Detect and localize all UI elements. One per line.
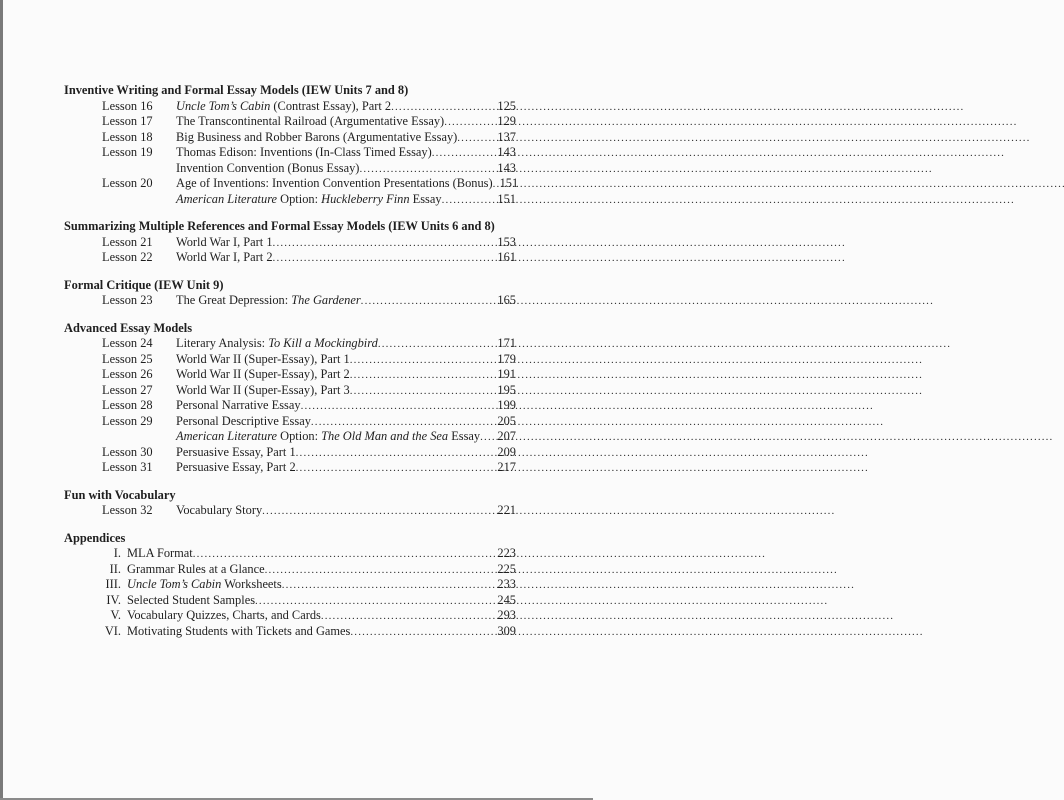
dot-leader bbox=[296, 461, 497, 477]
page-number: 199 bbox=[497, 398, 516, 412]
entry-title-part: Vocabulary Quizzes, Charts, and Cards bbox=[127, 608, 321, 622]
table-of-contents bbox=[64, 83, 519, 651]
lesson-number: Lesson 18 bbox=[102, 129, 153, 144]
section-title: Appendices bbox=[64, 530, 126, 545]
toc-entry bbox=[64, 192, 516, 208]
lesson-number: Lesson 17 bbox=[102, 114, 153, 128]
entry-title bbox=[176, 114, 444, 130]
entry-title-part: Option: bbox=[277, 429, 322, 443]
page-number: 143 bbox=[497, 145, 516, 159]
toc-section bbox=[64, 219, 516, 266]
dot-leader bbox=[350, 368, 497, 384]
toc-entry bbox=[64, 145, 516, 161]
section-title: Fun with Vocabulary bbox=[64, 487, 176, 502]
dot-leader bbox=[273, 236, 497, 252]
lesson-number: Lesson 21 bbox=[102, 234, 153, 249]
page-number: 293 bbox=[497, 608, 516, 622]
lesson-number: Lesson 28 bbox=[102, 398, 153, 412]
dot-leader bbox=[359, 162, 496, 178]
lesson-number: Lesson 30 bbox=[102, 444, 153, 459]
dot-leader bbox=[391, 100, 496, 116]
lesson-number: Lesson 24 bbox=[102, 336, 153, 350]
entry-title-part: Personal Narrative Essay bbox=[176, 398, 301, 412]
section-title: Inventive Writing and Formal Essay Models (IEW Units 7 and 8) bbox=[64, 83, 409, 97]
toc-section bbox=[64, 83, 519, 207]
entry-title bbox=[176, 429, 480, 445]
entry-title-part: Essay bbox=[448, 429, 481, 443]
toc-entry bbox=[64, 176, 519, 192]
lesson-number: Lesson 22 bbox=[102, 250, 153, 264]
page-number: 179 bbox=[497, 351, 516, 366]
dot-leader bbox=[321, 609, 497, 625]
entry-title-part: Persuasive Essay, Part 2 bbox=[176, 460, 296, 474]
entry-title bbox=[176, 293, 361, 309]
entry-title-part: The Great Depression: bbox=[176, 293, 292, 307]
entry-title bbox=[127, 608, 321, 624]
page-number: 225 bbox=[497, 561, 516, 576]
toc-entry bbox=[64, 546, 516, 562]
toc-entry bbox=[64, 293, 516, 309]
entry-title-part: Grammar Rules at a Glance bbox=[127, 561, 265, 576]
dot-leader bbox=[350, 384, 497, 400]
dot-leader bbox=[350, 625, 496, 641]
page-number: 153 bbox=[497, 234, 516, 249]
page-number: 125 bbox=[497, 98, 516, 113]
toc-entry bbox=[64, 250, 516, 266]
toc-entry bbox=[64, 99, 516, 115]
dot-leader bbox=[444, 115, 496, 131]
toc-entry bbox=[64, 414, 516, 430]
dot-leader bbox=[301, 399, 497, 415]
section-title: Summarizing Multiple References and Formal Essay Models (IEW Units 6 and 8) bbox=[64, 219, 495, 233]
entry-title bbox=[176, 460, 296, 476]
entry-title-part: Invention Convention (Bonus Essay) bbox=[176, 160, 360, 175]
entry-title-italic-part: American Literature bbox=[176, 191, 278, 206]
page-number: 209 bbox=[497, 444, 516, 459]
lesson-number: Lesson 16 bbox=[102, 98, 153, 113]
entry-title-italic-part: Uncle Tom’s Cabin bbox=[176, 98, 271, 113]
entry-title bbox=[127, 546, 193, 562]
dot-leader bbox=[273, 251, 497, 267]
page-number: 309 bbox=[497, 623, 516, 638]
entry-title-part: World War I, Part 2 bbox=[176, 250, 273, 264]
page-number: 221 bbox=[497, 503, 516, 517]
entry-title bbox=[176, 99, 391, 115]
appendix-number: II. bbox=[109, 561, 121, 576]
toc-entry bbox=[64, 161, 516, 177]
dot-leader bbox=[265, 563, 497, 579]
toc-section bbox=[64, 278, 516, 309]
entry-title-part: Big Business and Robber Barons (Argumentative Essay) bbox=[176, 129, 458, 144]
page-number: 165 bbox=[497, 293, 516, 307]
toc-entry bbox=[64, 336, 516, 352]
lesson-number: Lesson 25 bbox=[102, 351, 153, 366]
page-number: 161 bbox=[497, 250, 516, 264]
toc-section bbox=[64, 531, 516, 640]
toc-entry bbox=[64, 352, 516, 368]
entry-title-italic-part: American Literature bbox=[176, 429, 278, 443]
dot-leader bbox=[193, 547, 497, 563]
page-number: 129 bbox=[497, 114, 516, 128]
entry-title bbox=[176, 235, 273, 251]
page-number: 245 bbox=[497, 592, 516, 607]
dot-leader bbox=[311, 415, 497, 431]
toc-entry bbox=[64, 562, 516, 578]
entry-title bbox=[176, 414, 311, 430]
toc-entry bbox=[64, 235, 516, 251]
page-number: 195 bbox=[497, 382, 516, 397]
entry-title bbox=[176, 398, 301, 414]
entry-title bbox=[176, 161, 359, 177]
lesson-number: Lesson 20 bbox=[102, 176, 153, 190]
entry-title-part: Personal Descriptive Essay bbox=[176, 413, 311, 428]
toc-entry bbox=[64, 383, 516, 399]
entry-title-italic-part: Uncle Tom’s Cabin bbox=[127, 577, 222, 591]
toc-entry bbox=[64, 608, 516, 624]
entry-title-part: World War II (Super-Essay), Part 3 bbox=[176, 382, 350, 397]
entry-title-part: Essay bbox=[409, 191, 442, 206]
entry-title-italic-part: The Old Man and the Sea bbox=[321, 429, 449, 443]
entry-title bbox=[127, 577, 282, 593]
appendix-number: I. bbox=[113, 546, 121, 560]
toc-entry bbox=[64, 593, 516, 609]
toc-section bbox=[64, 488, 516, 519]
dot-leader bbox=[457, 131, 496, 147]
entry-title-part: World War I, Part 1 bbox=[176, 234, 273, 249]
entry-title bbox=[176, 383, 350, 399]
entry-title-part: Persuasive Essay, Part 1 bbox=[176, 444, 296, 459]
toc-entry bbox=[64, 460, 516, 476]
page-number: 223 bbox=[497, 546, 516, 560]
page-number: 143 bbox=[497, 160, 516, 175]
entry-title-part: Literary Analysis: bbox=[176, 336, 269, 350]
entry-title bbox=[176, 336, 378, 352]
page-number: 151 bbox=[499, 176, 519, 190]
entry-title bbox=[127, 624, 350, 640]
entry-title bbox=[176, 503, 262, 519]
dot-leader bbox=[296, 446, 497, 462]
toc-entry bbox=[64, 130, 516, 146]
appendix-number: III. bbox=[105, 577, 121, 591]
toc-entry bbox=[64, 367, 516, 383]
lesson-number: Lesson 19 bbox=[102, 145, 153, 159]
entry-title-part: Motivating Students with Tickets and Games bbox=[127, 623, 351, 638]
entry-title bbox=[176, 145, 432, 161]
lesson-number: Lesson 26 bbox=[102, 367, 153, 381]
entry-title-part: The Transcontinental Railroad (Argumentative Essay) bbox=[176, 114, 445, 128]
page-number: 191 bbox=[497, 367, 516, 381]
entry-title bbox=[176, 352, 350, 368]
page-number: 217 bbox=[497, 460, 516, 474]
lesson-number: Lesson 27 bbox=[102, 382, 153, 397]
dot-leader bbox=[442, 193, 497, 209]
page-number: 233 bbox=[497, 577, 516, 591]
dot-leader bbox=[432, 146, 497, 162]
entry-title-part: Option: bbox=[277, 191, 322, 206]
section-title: Advanced Essay Models bbox=[64, 320, 193, 335]
section-title: Formal Critique (IEW Unit 9) bbox=[64, 277, 224, 292]
entry-title bbox=[176, 176, 493, 192]
dot-leader bbox=[350, 353, 497, 369]
entry-title bbox=[176, 367, 350, 383]
page-number: 137 bbox=[497, 129, 516, 144]
entry-title-italic-part: The Gardener bbox=[291, 293, 361, 307]
entry-title-part: Worksheets bbox=[221, 577, 282, 591]
dot-leader bbox=[255, 594, 496, 610]
dot-leader bbox=[262, 504, 496, 520]
entry-title bbox=[176, 130, 457, 146]
entry-title-part: Thomas Edison: Inventions (In-Class Timed Essay) bbox=[176, 145, 432, 159]
dot-leader bbox=[361, 294, 497, 310]
appendix-number: V. bbox=[110, 608, 121, 622]
entry-title-part: Vocabulary Story bbox=[176, 503, 263, 517]
appendix-number: IV. bbox=[106, 592, 121, 607]
toc-entry bbox=[64, 577, 516, 593]
toc-entry bbox=[64, 429, 516, 445]
toc-entry bbox=[64, 624, 516, 640]
lesson-number: Lesson 23 bbox=[102, 293, 153, 307]
page-number: 151 bbox=[497, 191, 516, 206]
appendix-number: VI. bbox=[104, 623, 121, 638]
page-number: 205 bbox=[497, 413, 516, 428]
entry-title-part: World War II (Super-Essay), Part 2 bbox=[176, 367, 350, 381]
lesson-number: Lesson 31 bbox=[102, 460, 153, 474]
entry-title-part: World War II (Super-Essay), Part 1 bbox=[176, 351, 350, 366]
entry-title-italic-part: To Kill a Mockingbird bbox=[268, 336, 378, 350]
page-edge bbox=[0, 0, 3, 800]
lesson-number: Lesson 29 bbox=[102, 413, 153, 428]
toc-entry bbox=[64, 445, 516, 461]
dot-leader bbox=[378, 337, 497, 353]
entry-title bbox=[127, 593, 255, 609]
dot-leader bbox=[480, 430, 496, 446]
entry-title-part: Age of Inventions: Invention Convention Presentations (Bonus) bbox=[176, 176, 493, 190]
dot-leader bbox=[282, 578, 497, 594]
toc-entry bbox=[64, 114, 516, 130]
entry-title-part: MLA Format bbox=[127, 546, 193, 560]
lesson-number: Lesson 32 bbox=[102, 503, 153, 517]
entry-title-italic-part: Huckleberry Finn bbox=[321, 191, 410, 206]
entry-title bbox=[176, 250, 273, 266]
toc-entry bbox=[64, 398, 516, 414]
toc-entry bbox=[64, 503, 516, 519]
entry-title-part: (Contrast Essay), Part 2 bbox=[270, 98, 392, 113]
toc-section bbox=[64, 321, 516, 476]
entry-title bbox=[176, 192, 442, 208]
entry-title bbox=[176, 445, 296, 461]
entry-title bbox=[127, 562, 265, 578]
page-number: 171 bbox=[497, 336, 516, 350]
entry-title-part: Selected Student Samples bbox=[127, 592, 256, 607]
page-number: 207 bbox=[497, 429, 516, 443]
